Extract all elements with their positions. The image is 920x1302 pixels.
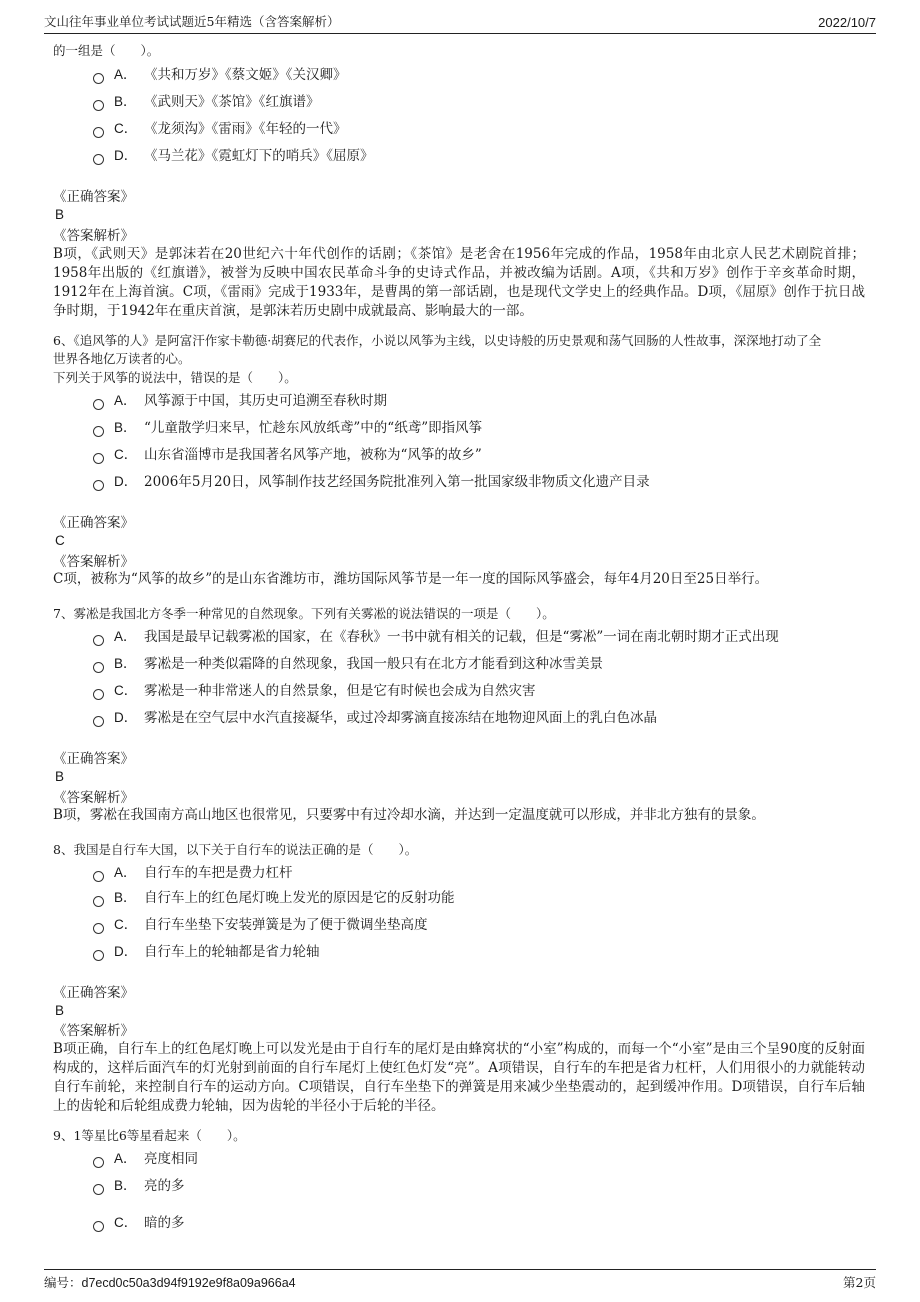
radio-icon[interactable]	[93, 950, 104, 961]
header-title: 文山往年事业单位考试试题近5年精选（含答案解析）	[44, 14, 340, 29]
q6-option-d[interactable]: D． 2006年5月20日，风筝制作技艺经国务院批准列入第一批国家级非物质文化遗产目录	[93, 473, 650, 491]
q5-correct-label: 《正确答案》	[53, 189, 134, 205]
radio-icon[interactable]	[93, 426, 104, 437]
q5-option-c[interactable]: C． 《龙须沟》《雷雨》《年轻的一代》	[93, 120, 347, 138]
q7-analysis-label: 《答案解析》	[53, 790, 134, 806]
document-code: 编号：d7ecd0c50a3d94f9192e9f8a09a966a4	[44, 1276, 296, 1290]
radio-icon[interactable]	[93, 1221, 104, 1232]
radio-icon[interactable]	[93, 871, 104, 882]
radio-icon[interactable]	[93, 1184, 104, 1195]
q6-correct-label: 《正确答案》	[53, 515, 134, 531]
q6-answer: C	[55, 533, 65, 548]
radio-icon[interactable]	[93, 453, 104, 464]
radio-icon[interactable]	[93, 896, 104, 907]
q6-analysis: C项，被称为“风筝的故乡”的是山东省潍坊市，潍坊国际风筝节是一年一度的国际风筝盛会，每年4月20日至25日举行。	[53, 571, 769, 587]
q5-option-b[interactable]: B． 《武则天》《茶馆》《红旗谱》	[93, 93, 320, 111]
q7-stem: 7、雾凇是我国北方冬季一种常见的自然现象。下列有关雾凇的说法错误的一项是（ ）。	[53, 606, 555, 621]
q5-option-d[interactable]: D． 《马兰花》《霓虹灯下的哨兵》《屈原》	[93, 147, 374, 165]
radio-icon[interactable]	[93, 399, 104, 410]
q9-stem: 9、1等星比6等星看起来（ ）。	[53, 1128, 246, 1143]
q6-option-a[interactable]: A． 风筝源于中国，其历史可追溯至春秋时期	[93, 392, 387, 410]
q6-analysis-label: 《答案解析》	[53, 554, 134, 570]
q6-stem-line1: 6、《追风筝的人》是阿富汗作家卡勒德·胡赛尼的代表作，小说以风筝为主线，以史诗般的历史景观和荡气回肠的人性故事，深深地打动了全	[53, 333, 822, 348]
q8-analysis-label: 《答案解析》	[53, 1023, 134, 1039]
radio-icon[interactable]	[93, 154, 104, 165]
q6-option-b[interactable]: B． “儿童散学归来早，忙趁东风放纸鸢”中的“纸鸢”即指风筝	[93, 419, 482, 437]
q7-analysis: B项，雾凇在我国南方高山地区也很常见，只要雾中有过冷却水滴，并达到一定温度就可以形成，并非北方独有的景象。	[53, 807, 765, 823]
radio-icon[interactable]	[93, 689, 104, 700]
q8-option-c[interactable]: C． 自行车坐垫下安装弹簧是为了便于微调坐垫高度	[93, 916, 428, 934]
q9-option-b[interactable]: B． 亮的多	[93, 1177, 185, 1195]
radio-icon[interactable]	[93, 635, 104, 646]
q8-stem: 8、我国是自行车大国，以下关于自行车的说法正确的是（ ）。	[53, 842, 418, 857]
radio-icon[interactable]	[93, 127, 104, 138]
q8-answer: B	[55, 1003, 65, 1018]
q5-option-a[interactable]: A． 《共和万岁》《蔡文姬》《关汉卿》	[93, 66, 347, 84]
radio-icon[interactable]	[93, 100, 104, 111]
q8-option-b[interactable]: B． 自行车上的红色尾灯晚上发光的原因是它的反射功能	[93, 889, 455, 907]
q8-analysis: B项正确，自行车上的红色尾灯晚上可以发光是由于自行车的尾灯是由蜂窝状的“小室”构成的，而每一个“小室”是由三个呈90度的反射面构成的，这样后面汽车的灯光射到前面的自行车尾灯上使红色灯发“亮”。A项错误，自行车的车把是省力杠杆，人们用很小的力就能转动自行车前轮，来控制自行车的运动方向。C项错误，自行车坐垫下的弹簧是用来减少坐垫震动的，起到缓冲作用。D项错误，自行车后轴上的齿轮和后轮组成费力轮轴，因为齿轮的半径小于后轮的半径。	[53, 1041, 865, 1114]
radio-icon[interactable]	[93, 73, 104, 84]
radio-icon[interactable]	[93, 1157, 104, 1168]
radio-icon[interactable]	[93, 923, 104, 934]
q5-stem: 的一组是（ ）。	[53, 43, 160, 58]
q6-stem-line2: 世界各地亿万读者的心。	[53, 351, 191, 366]
q5-answer: B	[55, 207, 65, 222]
q7-correct-label: 《正确答案》	[53, 751, 134, 767]
q7-option-c[interactable]: C． 雾凇是一种非常迷人的自然景象，但是它有时候也会成为自然灾害	[93, 682, 536, 700]
q7-answer: B	[55, 769, 65, 784]
q7-option-b[interactable]: B． 雾凇是一种类似霜降的自然现象，我国一般只有在北方才能看到这种冰雪美景	[93, 655, 603, 673]
page-footer	[44, 1269, 876, 1291]
q6-option-c[interactable]: C． 山东省淄博市是我国著名风筝产地，被称为“风筝的故乡”	[93, 446, 482, 464]
q9-option-c[interactable]: C． 暗的多	[93, 1214, 185, 1232]
header-date: 2022/10/7	[818, 15, 876, 30]
q5-analysis-label: 《答案解析》	[53, 228, 134, 244]
q8-option-d[interactable]: D． 自行车上的轮轴都是省力轮轴	[93, 943, 320, 961]
radio-icon[interactable]	[93, 716, 104, 727]
radio-icon[interactable]	[93, 480, 104, 491]
q9-option-a[interactable]: A． 亮度相同	[93, 1150, 198, 1168]
q7-option-a[interactable]: A． 我国是最早记载雾凇的国家，在《春秋》一书中就有相关的记载，但是“雾凇”一词在南北朝时期才正式出现	[93, 628, 779, 646]
q7-option-d[interactable]: D． 雾凇是在空气层中水汽直接凝华，或过冷却雾滴直接冻结在地物迎风面上的乳白色冰晶	[93, 709, 657, 727]
q6-stem-line3: 下列关于风筝的说法中，错误的是（ ）。	[53, 370, 297, 385]
page-number: 第2页	[843, 1275, 876, 1290]
q8-option-a[interactable]: A． 自行车的车把是费力杠杆	[93, 864, 293, 882]
q5-analysis: B项，《武则天》是郭沫若在20世纪六十年代创作的话剧；《茶馆》是老舍在1956年完成的作品，1958年由北京人民艺术剧院首排；1958年出版的《红旗谱》，被誉为反映中国农民革命斗争的史诗式作品，并被改编为话剧。A项，《共和万岁》创作于辛亥革命时期，1912年在上海首演。C项，《雷雨》完成于1933年，是曹禺的第一部话剧，也是现代文学史上的经典作品。D项，《屈原》创作于抗日战争时期，于1942年在重庆首演，是郭沫若历史剧中成就最高、影响最大的一部。	[53, 246, 865, 319]
radio-icon[interactable]	[93, 662, 104, 673]
q8-correct-label: 《正确答案》	[53, 985, 134, 1001]
page-header	[44, 12, 876, 34]
